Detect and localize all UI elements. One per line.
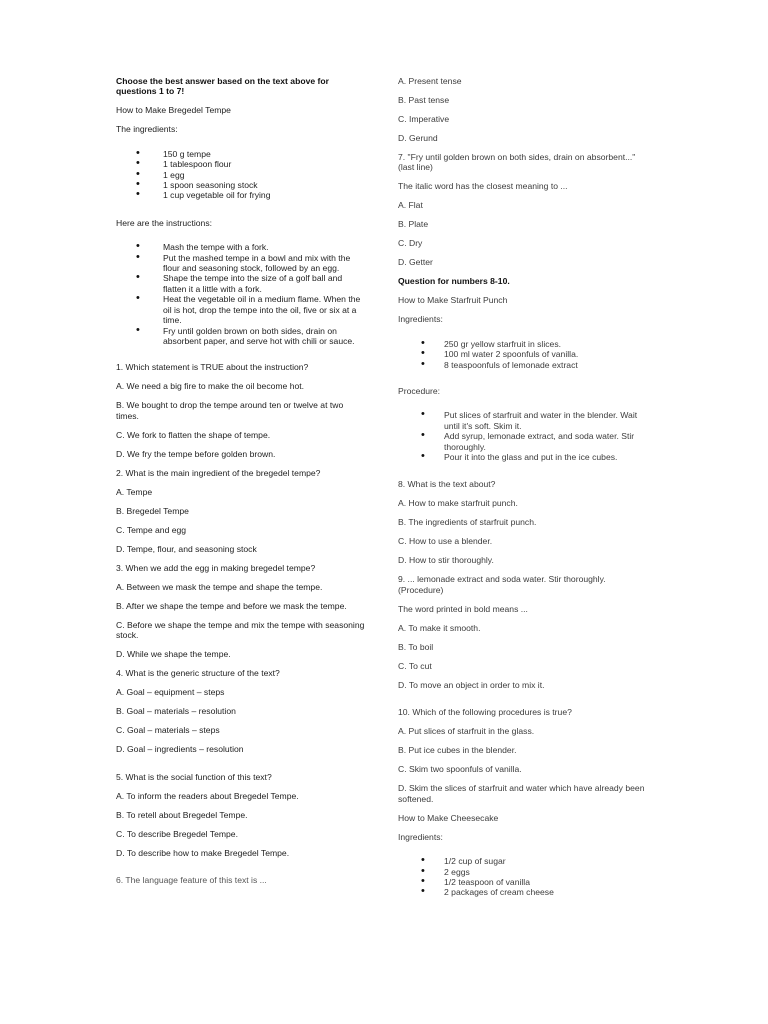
recipe-title: How to Make Starfruit Punch [398,295,508,306]
question-5 [116,772,366,858]
question-text: 10. Which of the following procedures is true? [398,707,572,718]
list-item: • 2 packages of cream cheese [398,887,648,897]
question-text: 5. What is the social function of this text? [116,771,272,782]
question-text: 7. "Fry until golden brown on both sides, drain on absorbent..." (last line) [398,152,636,173]
list-item: • 100 ml water 2 spoonfuls of vanilla. [398,349,648,359]
answer-option[interactable]: A. Flat [398,200,423,211]
question-10 [398,707,648,804]
list-item: • 1 spoon seasoning stock [116,180,366,190]
question-text: 2. What is the main ingredient of the bregedel tempe? [116,467,321,478]
answer-option[interactable]: A. Tempe [116,486,153,497]
question-subtext: The word printed in bold means ... [398,603,528,614]
list-item: • Put slices of starfruit and water in the blender. Wait until it's soft. Skim it. [398,410,648,431]
ingredients-list [398,856,648,898]
list-item: • 1/2 teaspoon of vanilla [398,877,648,887]
list-item: • 250 gr yellow starfruit in slices. [398,339,648,349]
answer-option[interactable]: C. Tempe and egg [116,524,187,535]
list-item: • Fry until golden brown on both sides, drain on absorbent paper, and serve hot with chili or sauce. [116,326,366,347]
question-text: 1. Which statement is TRUE about the instruction? [116,362,309,373]
answer-option[interactable]: B. Bregedel Tempe [116,505,189,516]
ingredients-label: The ingredients: [116,124,178,135]
ingredients-list [116,149,366,201]
question-text: 4. What is the generic structure of the text? [116,668,280,679]
answer-option[interactable]: D. Getter [398,257,433,268]
answer-option[interactable]: C. Imperative [398,114,450,124]
answer-option[interactable]: B. To boil [398,641,434,652]
answer-option[interactable]: B. Put ice cubes in the blender. [398,745,517,756]
answer-option[interactable]: B. After we shape the tempe and before we mask the tempe. [116,600,347,611]
answer-option[interactable]: D. Skim the slices of starfruit and water which have already been softened. [398,783,645,804]
question-7 [398,152,648,268]
answer-option[interactable]: B. Plate [398,219,429,230]
answer-option[interactable]: D. To describe how to make Bregedel Tempe. [116,847,290,858]
list-item: • Shape the tempe into the size of a golf ball and flatten it a little with a fork. [116,273,366,294]
question-9 [398,574,648,690]
recipe-title: How to Make Bregedel Tempe [116,105,231,116]
list-item: • Put the mashed tempe in a bowl and mix with the flour and seasoning stock, followed by an egg. [116,253,366,274]
ingredients-list [398,339,648,370]
answer-option[interactable]: B. We bought to drop the tempe around ten or twelve at two times. [116,400,344,421]
answer-option[interactable]: B. Past tense [398,95,450,105]
answer-option[interactable]: D. We fry the tempe before golden brown. [116,448,276,459]
answer-option[interactable]: C. To describe Bregedel Tempe. [116,828,238,839]
list-item: • 150 g tempe [116,149,366,159]
answer-option[interactable]: B. The ingredients of starfruit punch. [398,517,537,528]
answer-option[interactable]: A. How to make starfruit punch. [398,498,518,509]
answer-option[interactable]: C. Dry [398,238,423,249]
question-6-options [398,76,648,143]
answer-option[interactable]: D. While we shape the tempe. [116,649,231,660]
question-text: 3. When we add the egg in making bregedel tempe? [116,562,316,573]
list-item: • Pour it into the glass and put in the ice cubes. [398,452,648,462]
instructions-heading: Choose the best answer based on the text above for questions 1 to 7! [116,76,329,97]
answer-option[interactable]: D. Tempe, flour, and seasoning stock [116,543,257,554]
question-2 [116,468,366,554]
list-item: • Add syrup, lemonade extract, and soda water. Stir thoroughly. [398,431,648,452]
question-6-text: 6. The language feature of this text is ... [116,874,267,885]
answer-option[interactable]: B. Goal – materials – resolution [116,706,236,717]
list-item: • 2 eggs [398,867,648,877]
answer-option[interactable]: D. Gerund [398,133,438,143]
list-item: • 8 teaspoonfuls of lemonade extract [398,360,648,370]
question-8 [398,479,648,565]
procedure-label: Procedure: [398,386,441,397]
answer-option[interactable]: A. We need a big fire to make the oil become hot. [116,381,305,392]
list-item: • 1 cup vegetable oil for frying [116,190,366,200]
list-item: • 1 tablespoon flour [116,159,366,169]
list-item: • Heat the vegetable oil in a medium flame. When the oil is hot, drop the tempe into the oil, five or six at a time. [116,294,366,325]
question-1 [116,362,366,459]
answer-option[interactable]: C. We fork to flatten the shape of tempe. [116,429,271,440]
answer-option[interactable]: B. To retell about Bregedel Tempe. [116,809,248,820]
ingredients-label: Ingredients: [398,831,443,842]
left-column [116,76,366,894]
ingredients-label: Ingredients: [398,314,443,325]
list-item: • 1/2 cup of sugar [398,856,648,866]
list-item: • 1 egg [116,170,366,180]
question-subtext: The italic word has the closest meaning to ... [398,181,568,192]
answer-option[interactable]: C. Goal – materials – steps [116,725,220,736]
answer-option[interactable]: A. Put slices of starfruit in the glass. [398,726,535,737]
procedure-list [398,410,648,462]
answer-option[interactable]: A. Between we mask the tempe and shape the tempe. [116,581,323,592]
question-text: 8. What is the text about? [398,479,496,490]
instructions-label: Here are the instructions: [116,217,213,228]
instructions-list [116,242,366,346]
question-4 [116,668,366,754]
answer-option[interactable]: C. How to use a blender. [398,536,493,547]
list-item: • Mash the tempe with a fork. [116,242,366,252]
answer-option[interactable]: D. Goal – ingredients – resolution [116,744,244,755]
right-column [398,76,648,910]
question-text: 9. ... lemonade extract and soda water. Stir thoroughly. (Procedure) [398,574,606,595]
answer-option[interactable]: D. To move an object in order to mix it. [398,679,545,690]
answer-option[interactable]: A. To make it smooth. [398,622,481,633]
section-heading: Question for numbers 8-10. [398,276,510,287]
answer-option[interactable]: A. To inform the readers about Bregedel Tempe. [116,790,299,801]
answer-option[interactable]: A. Present tense [398,76,462,86]
answer-option[interactable]: A. Goal – equipment – steps [116,687,225,698]
answer-option[interactable]: C. To cut [398,660,432,671]
question-3 [116,563,366,660]
answer-option[interactable]: D. How to stir thoroughly. [398,555,494,566]
answer-option[interactable]: C. Skim two spoonfuls of vanilla. [398,764,522,775]
recipe-title: How to Make Cheesecake [398,812,499,823]
answer-option[interactable]: C. Before we shape the tempe and mix the tempe with seasoning stock. [116,619,365,641]
